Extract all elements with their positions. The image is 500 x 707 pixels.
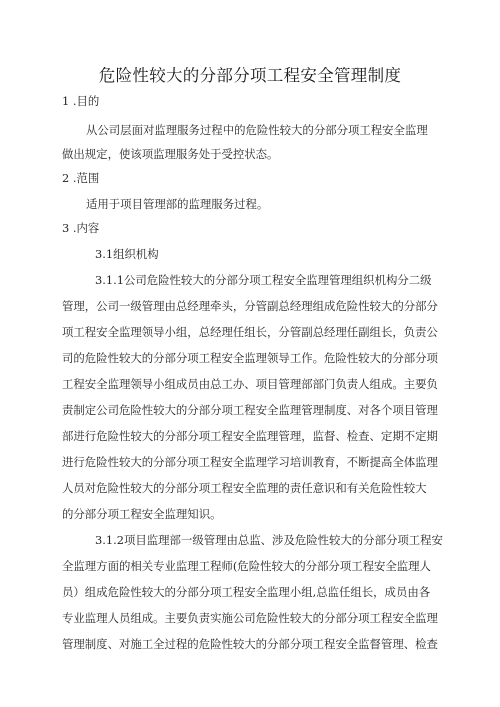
body-line: 做出规定，使该项监理服务处于受控状态。 bbox=[62, 147, 279, 161]
body-line: 部进行危险性较大的分部分项工程安全监理管理，监督、检查、定期不定期 bbox=[62, 429, 438, 443]
body-line: 员）组成危险性较大的分部分项工程安全监理小组,总监任组长，成员由各 bbox=[62, 585, 431, 599]
section-heading-scope: 2 .范围 bbox=[62, 171, 100, 185]
subsection-heading: 3.1组织机构 bbox=[95, 247, 159, 261]
body-line: 的分部分项工程安全监理知识。 bbox=[62, 507, 222, 521]
body-line: 责制定公司危险性较大的分部分项工程安全监理管理制度、对各个项目管理 bbox=[62, 403, 438, 417]
section-heading-purpose: 1 .目的 bbox=[62, 94, 100, 108]
body-line: 进行危险性较大的分部分项工程安全监理学习培训教育，不断提高全体监理 bbox=[62, 455, 438, 469]
body-line: 3.1.1公司危险性较大的分部分项工程安全监理管理组织机构分二级 bbox=[95, 273, 432, 287]
body-line: 项工程安全监理领导小组，总经理任组长，分管副总经理任副组长，负责公 bbox=[62, 325, 438, 339]
body-line: 适用于项目管理部的监理服务过程。 bbox=[86, 197, 269, 211]
body-line: 司的危险性较大的分部分项工程安全监理领导工作。危险性较大的分部分项 bbox=[62, 351, 438, 365]
body-line: 管理制度、对施工全过程的危险性较大的分部分项工程安全监督管理、检查 bbox=[62, 637, 438, 651]
body-line: 从公司层面对监理服务过程中的危险性较大的分部分项工程安全监理 bbox=[86, 123, 428, 137]
body-line: 管理，公司一级管理由总经理牵头，分管副总经理组成危险性较大的分部分 bbox=[62, 299, 438, 313]
body-line: 专业监理人员组成。主要负责实施公司危险性较大的分部分项工程安全监理 bbox=[62, 611, 438, 625]
body-line: 工程安全监理领导小组成员由总工办、项目管理部部门负责人组成。主要负 bbox=[62, 377, 438, 391]
document-title: 危险性较大的分部分项工程安全管理制度 bbox=[98, 66, 402, 85]
body-line: 全监理方面的相关专业监理工程师(危险性较大的分部分项工程安全监理人 bbox=[62, 559, 431, 573]
body-line: 人员对危险性较大的分部分项工程安全监理的责任意识和有关危险性较大 bbox=[62, 481, 427, 495]
body-line: 3.1.2项目监理部一级管理由总监、涉及危险性较大的分部分项工程安 bbox=[95, 533, 443, 547]
section-heading-content: 3 .内容 bbox=[62, 221, 100, 235]
